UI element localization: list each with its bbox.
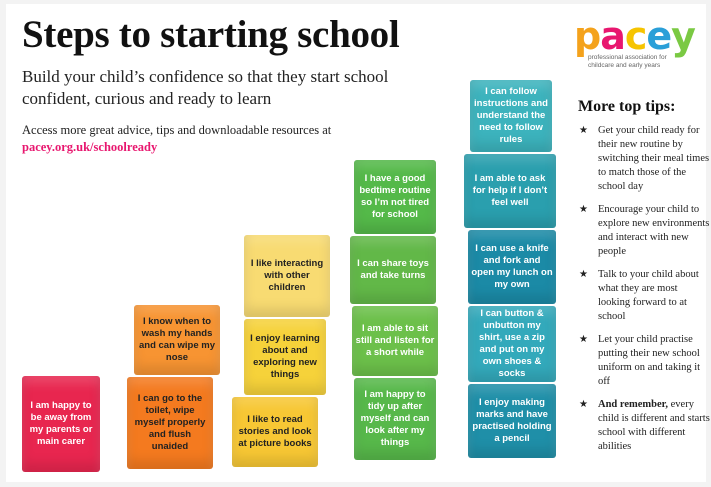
logo-letter: e [646,14,672,58]
block-text: I know when to wash my hands and can wipe my nose [138,316,216,363]
star-icon: ★ [579,125,588,136]
tips-list [576,124,711,454]
skill-block [468,230,556,304]
skill-block [232,397,318,467]
block-text: I enjoy making marks and have practised holding a pencil [472,397,552,444]
tip-body: Encourage your child to explore new environments and interact with new people [598,204,710,257]
tip-body: every child is different and starts school with different abilities [598,399,710,452]
star-icon: ★ [579,334,588,345]
top-tips [576,98,711,463]
tip-item [576,333,711,389]
logo-tagline: professional association for childcare and early years [588,54,667,69]
block-text: I can button & unbutton my shirt, use a zip and put on my own shoes & socks [479,308,545,379]
skill-block [470,80,552,152]
poster [6,4,710,482]
block-text: I am happy to be away from my parents or main carer [29,400,93,447]
pacey-logo [574,14,704,70]
skill-block [354,160,436,234]
tip-body: Talk to your child about what they are most looking forward to at school [598,269,699,322]
tip-item [576,398,711,454]
tip-body: Get your child ready for their new routine by switching their meal times to match those of the school day [598,125,710,192]
tip-item [576,124,711,194]
skill-block [22,376,100,472]
skill-block [464,154,556,228]
skill-block [468,306,556,382]
block-text: I am happy to tidy up after myself and can look after my things [360,389,430,448]
skill-block [352,306,438,376]
tip-text [598,398,711,454]
schoolready-link[interactable]: pacey.org.uk/schoolready [22,140,158,154]
block-text: I can use a knife and fork and open my lunch on my own [471,243,553,290]
tip-text [598,268,711,324]
block-text: I am able to ask for help if I don’t feel well [472,173,548,208]
block-text: I am able to sit still and listen for a short while [355,323,435,358]
tip-emphasis: And remember, [598,399,668,410]
tip-body: Let your child practise putting their new school uniform on and taking it off [598,334,701,387]
block-text: I can go to the toilet, wipe myself properly and flush unaided [134,393,206,452]
tip-item [576,203,711,259]
logo-letter: p [574,14,601,58]
skill-block [354,378,436,460]
page-title: Steps to starting school [22,13,400,56]
block-text: I like interacting with other children [250,258,324,293]
skill-block [244,319,326,395]
skill-block [350,236,436,304]
block-text: I like to read stories and look at picture books [238,414,312,449]
tip-text [598,124,711,194]
tip-item [576,268,711,324]
block-text: I have a good bedtime routine so I’m not tired for school [359,173,431,220]
star-icon: ★ [579,269,588,280]
skill-block [468,384,556,458]
tip-text [598,203,711,259]
logo-letter: c [624,14,647,58]
resources-note [22,122,331,156]
logo-letter: y [671,14,695,58]
block-text: I enjoy learning about and exploring new things [250,333,320,380]
tips-heading: More top tips: [578,98,676,115]
block-text: I can share toys and take turns [357,258,429,281]
skill-block [127,377,213,469]
logo-letter: a [600,14,625,58]
access-text: Access more great advice, tips and downloadable resources at [22,123,332,137]
skill-block [244,235,330,317]
star-icon: ★ [579,399,588,410]
skill-block [134,305,220,375]
logo-wordmark [574,14,704,58]
tip-text [598,333,711,389]
block-text: I can follow instructions and understand the need to follow rules [474,86,548,145]
subtitle: Build your child’s confidence so that they start school confident, curious and ready to learn [22,67,389,108]
star-icon: ★ [579,204,588,215]
